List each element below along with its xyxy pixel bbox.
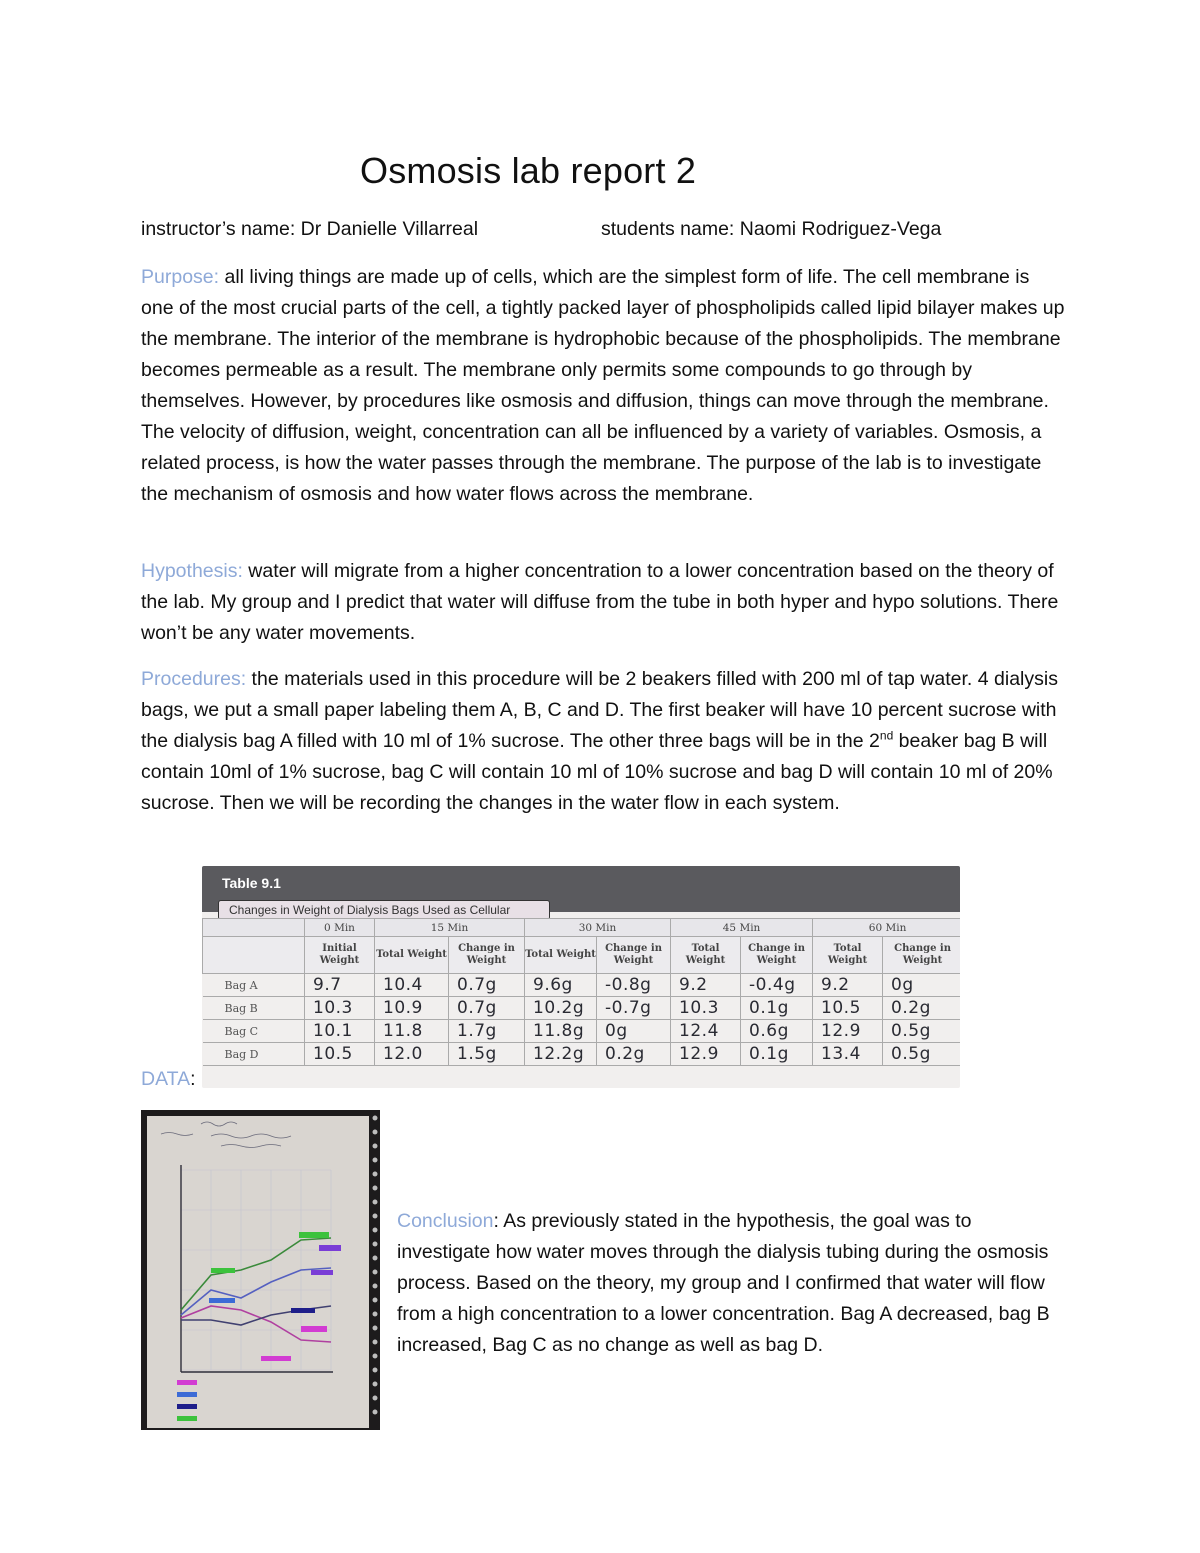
table-caption: Changes in Weight of Dialysis Bags Used as Cellular [218,900,550,920]
table-row [203,974,961,997]
graph-handwriting [161,1122,291,1148]
table-corner [203,937,305,974]
table-cell: 0.2g [597,1043,671,1066]
row-label: Bag A [203,974,305,997]
table-cell: 9.7 [305,974,375,997]
table-cell: 12.0 [375,1043,449,1066]
student-name: students name: Naomi Rodriguez-Vega [601,218,942,240]
procedures-text-b: beaker bag B will contain 10ml of 1% sucrose, bag C will contain 10 ml of 10% sucrose and bag D will contain 10 ml of 20% sucrose. Then we will be recording the changes in the water flow in each system. [141,730,1053,814]
time-header: 0 Min [305,919,375,937]
column-header: Total Weight [671,937,741,974]
table-cell: 1.5g [449,1043,525,1066]
table-cell: 12.9 [813,1020,883,1043]
row-label: Bag D [203,1043,305,1066]
procedures-label: Procedures: [141,668,247,690]
data-table-photo [202,866,960,1088]
table-cell: 0.1g [741,1043,813,1066]
procedures-text-a: the materials used in this procedure will be 2 beakers filled with 200 ml of tap water. 4 dialysis bags, we put a small paper labeling them A, B, C and D. The first beaker will have 10 percent sucrose with the dialysis bag A filled with 10 ml of 1% sucrose. The other three bags will be in the 2 [141,668,1058,752]
table-cell: 0.5g [883,1043,960,1066]
table-cell: -0.4g [741,974,813,997]
table-cell: 0g [597,1020,671,1043]
table-cell: 12.9 [671,1043,741,1066]
graph-photo [141,1110,380,1430]
row-label: Bag C [203,1020,305,1043]
table-number: Table 9.1 [222,875,281,891]
conclusion-text: : As previously stated in the hypothesis, the goal was to investigate how water moves through the dialysis tubing during the osmosis process. Based on the theory, my group and I confirmed that water will flow from a high concentration to a lower concentration. Bag A decreased, bag B increased, Bag C as no change as well as bag D. [397,1210,1050,1356]
table-cell: 10.5 [813,997,883,1020]
column-header: Change in Weight [449,937,525,974]
conclusion-paragraph [397,1206,1067,1361]
data-colon: : [190,1068,196,1090]
table-cell: 10.9 [375,997,449,1020]
table-cell: 11.8g [525,1020,597,1043]
table-cell: 9.2 [813,974,883,997]
time-header: 30 Min [525,919,671,937]
column-header: Total Weight [375,937,449,974]
notebook-binding [373,1116,378,1415]
procedures-paragraph [141,664,1066,819]
table-cell: -0.7g [597,997,671,1020]
instructor-name: instructor’s name: Dr Danielle Villarreal [141,218,479,240]
column-header: Total Weight [525,937,597,974]
graph-label-tags [177,1232,341,1421]
data-label: DATA [141,1068,191,1090]
data-heading [141,1068,196,1091]
column-header: Initial Weight [305,937,375,974]
table-row [203,1020,961,1043]
table-cell: 0.1g [741,997,813,1020]
table-cell: 0.7g [449,974,525,997]
table-cell: 9.6g [525,974,597,997]
hand-drawn-graph [141,1110,380,1430]
column-header: Change in Weight [883,937,960,974]
table-cell: 12.2g [525,1043,597,1066]
table-cell: 11.8 [375,1020,449,1043]
table-cell: 13.4 [813,1043,883,1066]
table-cell: -0.8g [597,974,671,997]
table-cell: 10.2g [525,997,597,1020]
time-header: 45 Min [671,919,813,937]
table-row [203,997,961,1020]
column-header: Change in Weight [597,937,671,974]
conclusion-label: Conclusion [397,1210,494,1232]
column-header: Change in Weight [741,937,813,974]
time-header: 15 Min [375,919,525,937]
table-cell: 10.1 [305,1020,375,1043]
table-corner [203,919,305,937]
table-cell: 10.5 [305,1043,375,1066]
hypothesis-text: water will migrate from a higher concentration to a lower concentration based on the theory of the lab. My group and I predict that water will diffuse from the tube in both hyper and hypo solutions. There won’t be any water movements. [141,560,1059,644]
table-cell: 10.3 [671,997,741,1020]
table-cell: 0.6g [741,1020,813,1043]
report-title: Osmosis lab report 2 [360,150,697,191]
data-table [202,918,960,1088]
table-row [203,1043,961,1066]
table-cell: 1.7g [449,1020,525,1043]
time-header: 60 Min [813,919,960,937]
row-label: Bag B [203,997,305,1020]
table-cell: 0.7g [449,997,525,1020]
table-cell: 9.2 [671,974,741,997]
table-cell: 10.4 [375,974,449,997]
purpose-paragraph [141,262,1066,510]
hypothesis-paragraph [141,556,1066,649]
table-cell: 10.3 [305,997,375,1020]
column-header: Total Weight [813,937,883,974]
table-cell: 0.5g [883,1020,960,1043]
hypothesis-label: Hypothesis: [141,560,243,582]
table-cell: 0g [883,974,960,997]
table-cell: 12.4 [671,1020,741,1043]
procedures-superscript: nd [879,728,894,743]
table-cell: 0.2g [883,997,960,1020]
purpose-label: Purpose: [141,266,220,288]
purpose-text: all living things are made up of cells, which are the simplest form of life. The cell membrane is one of the most crucial parts of the cell, a tightly packed layer of phospholipids called lipid bilayer makes up the membrane. The interior of the membrane is hydrophobic because of the phospholipids. The membrane becomes permeable as a result. The membrane only permits some compounds to go through by themselves. However, by procedures like osmosis and diffusion, things can move through the membrane. The velocity of diffusion, weight, concentration can all be influenced by a variety of variables. Osmosis, a related process, is how the water passes through the membrane. The purpose of the lab is to investigate the mechanism of osmosis and how water flows across the membrane. [141,266,1065,505]
